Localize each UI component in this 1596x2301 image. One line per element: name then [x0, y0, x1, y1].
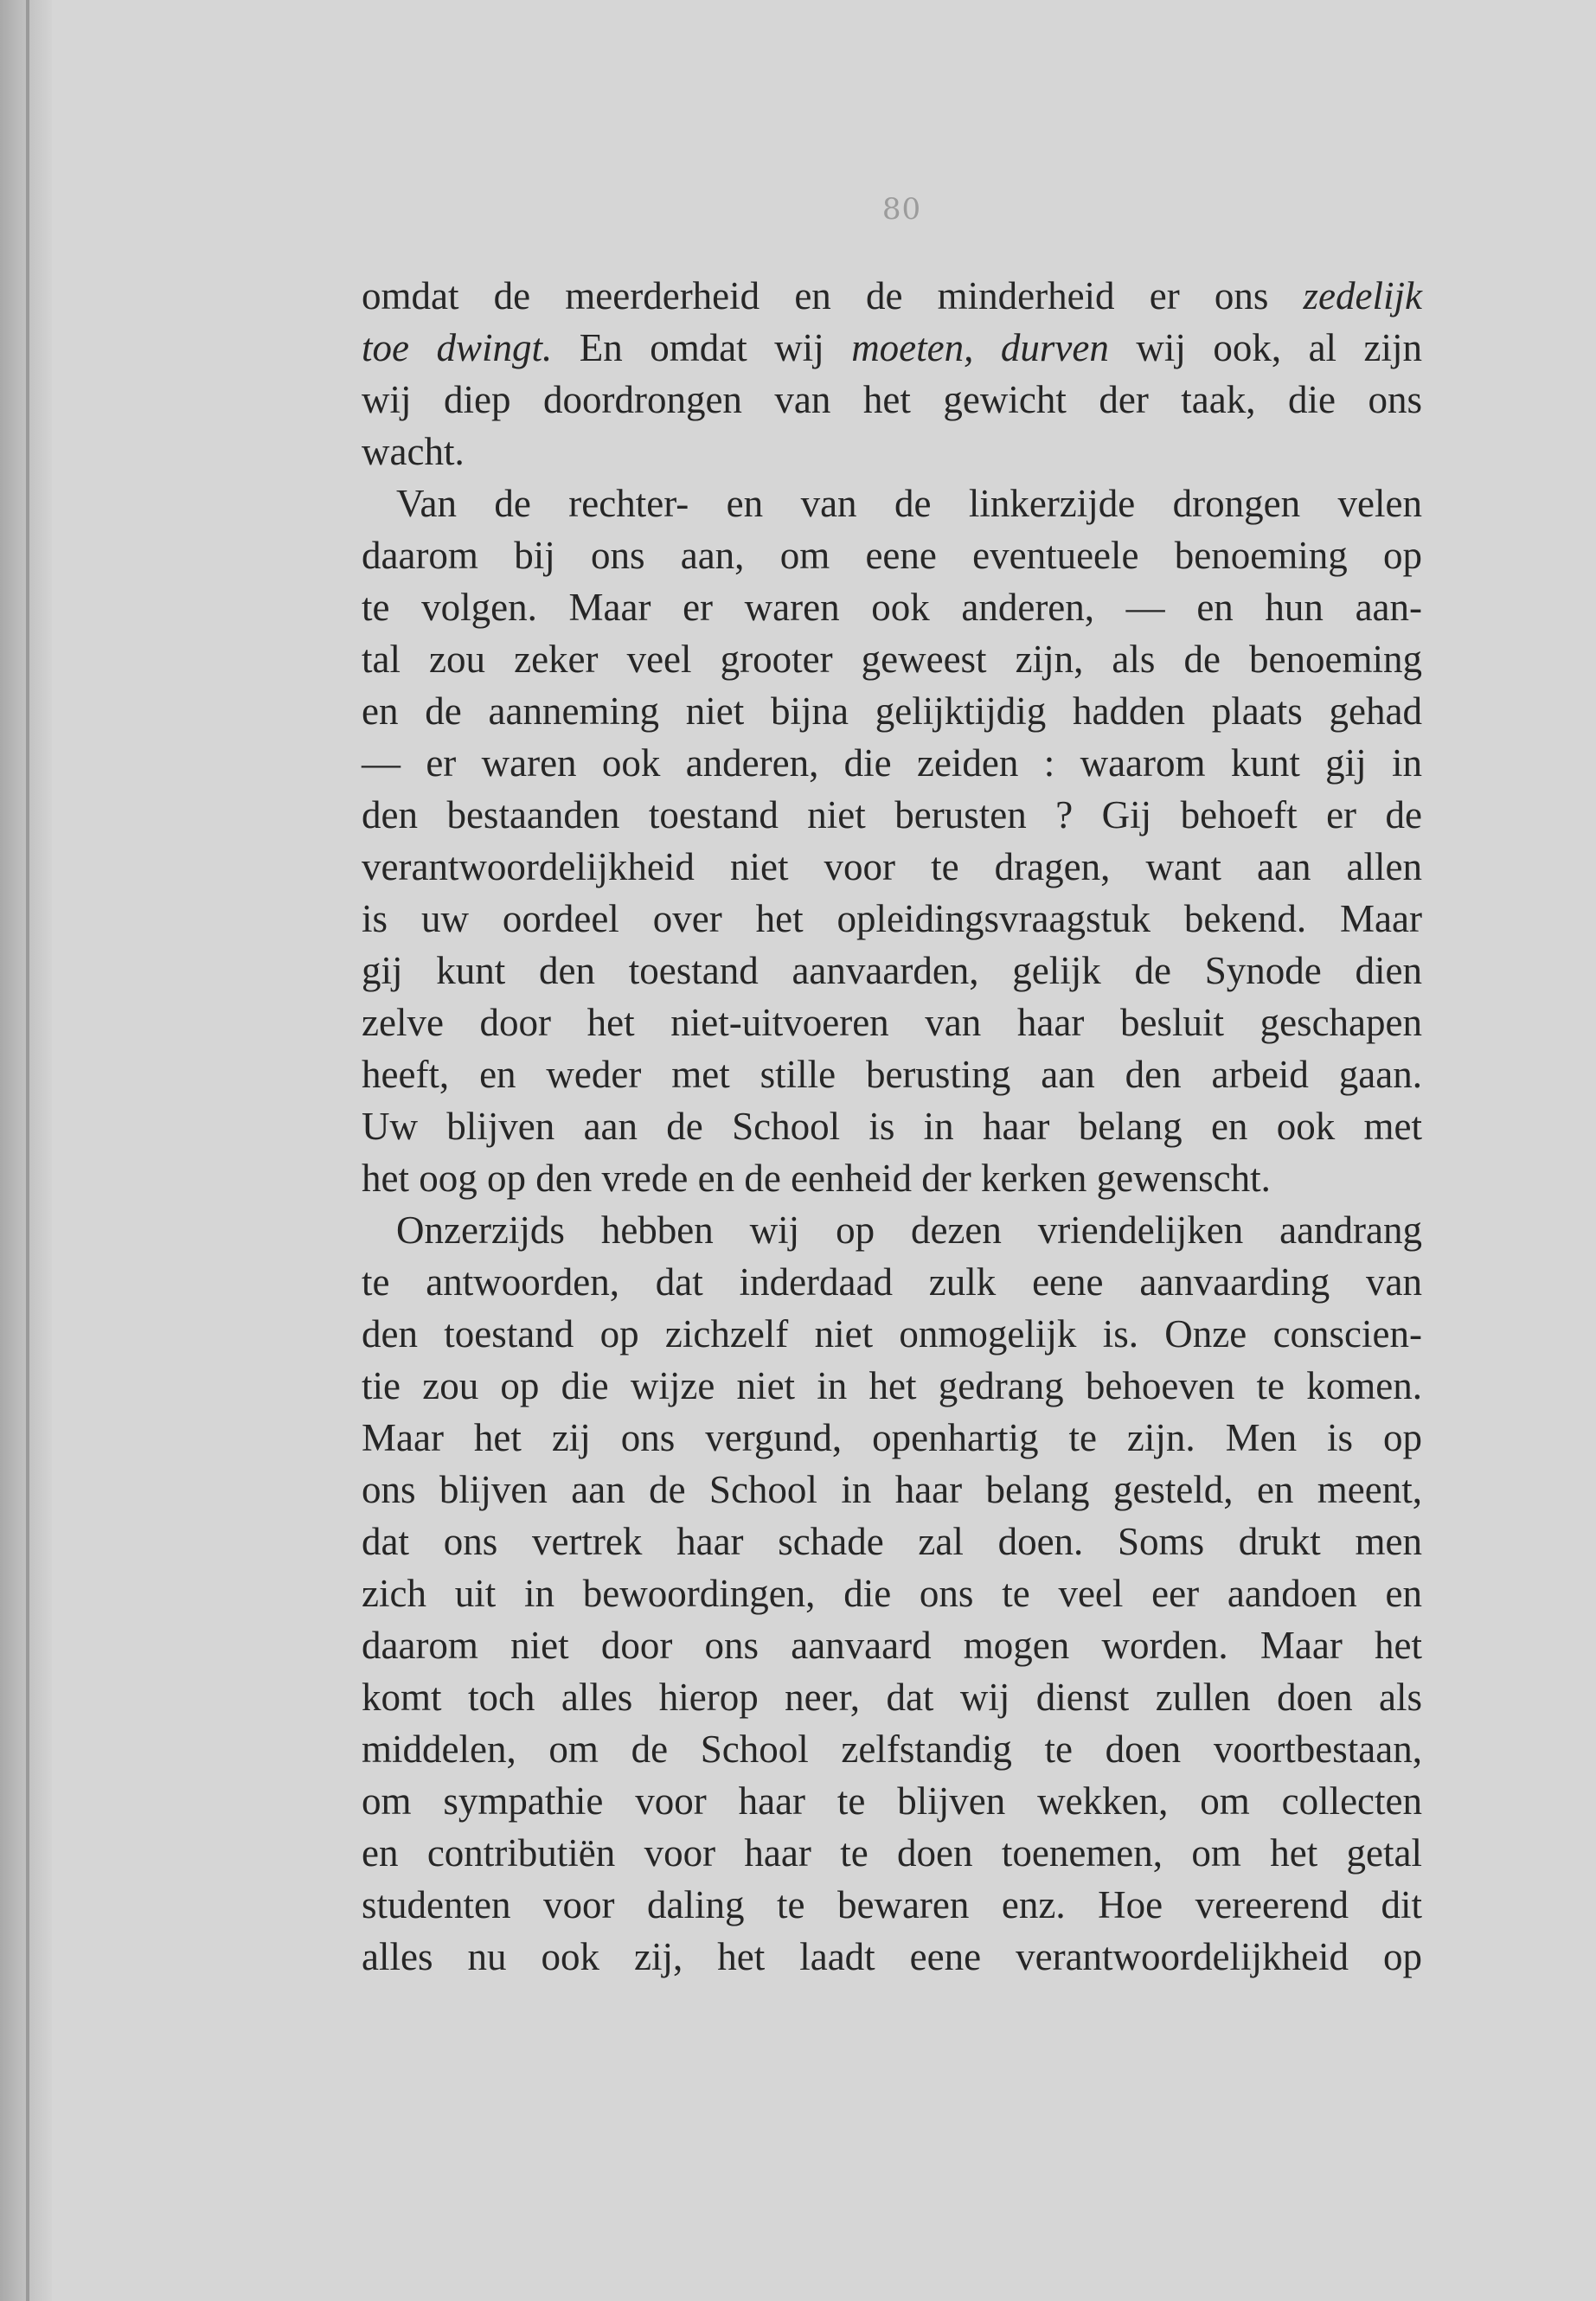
text-line — [362, 529, 1422, 581]
text-line — [362, 841, 1422, 893]
text-segment: en contributiën voor haar te doen toenemen, om het getal — [362, 1831, 1422, 1875]
text-segment: Uw blijven aan de School is in haar belang en ook met — [362, 1105, 1422, 1148]
text-line — [362, 1516, 1422, 1567]
text-line — [362, 1619, 1422, 1671]
text-segment: Onzerzijds hebben wij op dezen vriendelijken aandrang — [396, 1208, 1422, 1252]
text-line — [362, 1464, 1422, 1516]
text-segment: Van de rechter- en van de linkerzijde drongen velen — [396, 482, 1422, 525]
text-segment: daarom niet door ons aanvaard mogen worden. Maar het — [362, 1624, 1422, 1667]
italic-text-segment: toe dwingt. — [362, 326, 553, 369]
text-segment: om sympathie voor haar te blijven wekken, om collecten — [362, 1779, 1422, 1823]
text-line — [362, 1879, 1422, 1931]
text-segment: wij diep doordrongen van het gewicht der taak, die ons — [362, 378, 1422, 421]
text-segment: den toestand op zichzelf niet onmogelijk is. Onze conscien- — [362, 1312, 1422, 1356]
text-line — [362, 1775, 1422, 1827]
text-segment: wij ook, al zijn — [1108, 326, 1423, 369]
text-segment: middelen, om de School zelfstandig te doen voortbestaan, — [362, 1727, 1422, 1771]
text-line — [362, 1723, 1422, 1775]
text-line — [362, 1360, 1422, 1412]
text-segment: dat ons vertrek haar schade zal doen. Soms drukt men — [362, 1520, 1422, 1563]
text-segment: zelve door het niet-uitvoeren van haar besluit geschapen — [362, 1001, 1422, 1044]
text-line — [362, 1567, 1422, 1619]
text-line — [362, 997, 1422, 1048]
text-line — [362, 1048, 1422, 1100]
text-segment: te antwoorden, dat inderdaad zulk eene aanvaarding van — [362, 1260, 1422, 1304]
text-segment: wacht. — [362, 430, 465, 473]
text-line — [362, 374, 1422, 426]
italic-text-segment: zedelijk — [1303, 274, 1422, 317]
text-line — [362, 1204, 1422, 1256]
text-line — [362, 478, 1422, 529]
text-segment: en de aanneming niet bijna gelijktijdig hadden plaats gehad — [362, 689, 1422, 733]
text-line — [362, 1827, 1422, 1879]
text-line — [362, 945, 1422, 997]
text-segment: heeft, en weder met stille berusting aan den arbeid gaan. — [362, 1053, 1422, 1096]
text-segment: ons blijven aan de School in haar belang gesteld, en meent, — [362, 1468, 1422, 1511]
text-segment: komt toch alles hierop neer, dat wij dienst zullen doen als — [362, 1676, 1422, 1719]
body-text — [362, 270, 1422, 1983]
text-segment: En omdat wij — [552, 326, 852, 369]
text-line — [362, 789, 1422, 841]
text-segment: verantwoordelijkheid niet voor te dragen, want aan allen — [362, 845, 1422, 888]
text-line — [362, 1100, 1422, 1152]
text-line — [362, 893, 1422, 945]
italic-text-segment: moeten, durven — [851, 326, 1109, 369]
text-line — [362, 1256, 1422, 1308]
text-segment: den bestaanden toestand niet berusten ? Gij behoeft er de — [362, 793, 1422, 836]
text-line — [362, 270, 1422, 322]
text-line — [362, 685, 1422, 737]
text-line — [362, 1412, 1422, 1464]
text-segment: is uw oordeel over het opleidingsvraagstuk bekend. Maar — [362, 897, 1422, 940]
text-line — [362, 322, 1422, 374]
text-segment: het oog op den vrede en de eenheid der kerken gewenscht. — [362, 1157, 1271, 1200]
text-segment: zich uit in bewoordingen, die ons te veel eer aandoen en — [362, 1572, 1422, 1615]
text-segment: te volgen. Maar er waren ook anderen, — en hun aan- — [362, 586, 1422, 629]
text-segment: daarom bij ons aan, om eene eventueele benoeming op — [362, 534, 1422, 577]
text-line — [362, 1308, 1422, 1360]
text-line — [362, 426, 1422, 478]
text-segment: gij kunt den toestand aanvaarden, gelijk de Synode dien — [362, 949, 1422, 992]
text-line — [362, 633, 1422, 685]
text-segment: tal zou zeker veel grooter geweest zijn, als de benoeming — [362, 638, 1422, 681]
text-segment: alles nu ook zij, het laadt eene verantwoordelijkheid op — [362, 1935, 1422, 1978]
text-line — [362, 737, 1422, 789]
text-segment: tie zou op die wijze niet in het gedrang behoeven te komen. — [362, 1364, 1422, 1407]
text-line — [362, 1152, 1422, 1204]
text-segment: Maar het zij ons vergund, openhartig te zijn. Men is op — [362, 1416, 1422, 1459]
text-line — [362, 1931, 1422, 1983]
text-segment: — er waren ook anderen, die zeiden : waarom kunt gij in — [362, 741, 1422, 785]
text-segment: omdat de meerderheid en de minderheid er ons — [362, 274, 1304, 317]
text-line — [362, 581, 1422, 633]
page-number: 80 — [881, 192, 922, 227]
text-line — [362, 1671, 1422, 1723]
text-segment: studenten voor daling te bewaren enz. Hoe vereerend dit — [362, 1883, 1422, 1926]
binding-edge-line — [26, 0, 29, 2301]
